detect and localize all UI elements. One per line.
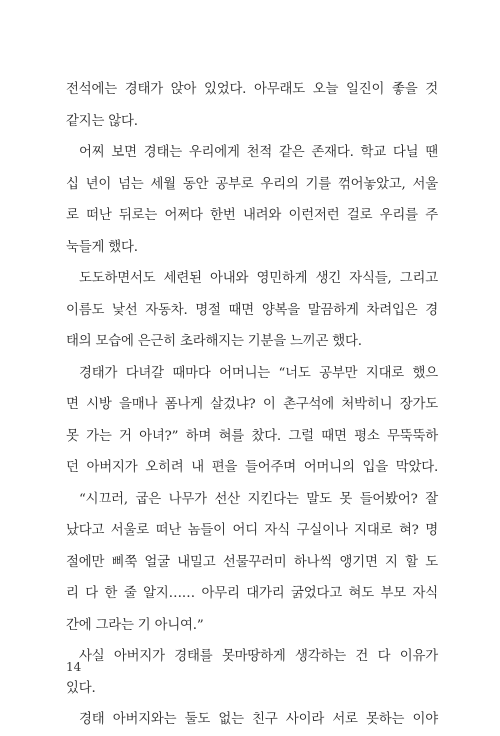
text-line: 있다. bbox=[66, 680, 96, 696]
text-line: 같지는 않다. bbox=[66, 113, 138, 129]
text-line: 전석에는 경태가 앉아 있었다. 아무래도 오늘 일진이 좋을 것 bbox=[66, 82, 438, 97]
text-line: 어찌 보면 경태는 우리에게 천적 같은 존재다. 학교 다닐 땐 bbox=[79, 145, 438, 160]
text-line: 로 떠난 뒤로는 어쩌다 한번 내려와 이런저런 걸로 우리를 주 bbox=[66, 208, 438, 223]
text-line: 십 년이 넘는 세월 동안 공부로 우리의 기를 꺾어놓았고, 서울 bbox=[66, 176, 438, 192]
text-line: 태의 모습에 은근히 초라해지는 기분을 느끼곤 했다. bbox=[66, 334, 362, 349]
text-line: “시끄러, 굽은 나무가 선산 지킨다는 말도 못 들어봤어? 잘 bbox=[79, 491, 438, 507]
body-text bbox=[66, 74, 438, 736]
text-line: 도도하면서도 세련된 아내와 영민하게 생긴 자식들, 그리고 bbox=[79, 271, 438, 286]
text-line: 눅들게 했다. bbox=[66, 239, 138, 255]
text-line: 간에 그라는 기 아니여.” bbox=[66, 617, 204, 633]
text-line: 났다고 서울로 떠난 놈들이 어디 자식 구실이나 지대로 혀? 명 bbox=[66, 523, 438, 538]
text-line: 던 아버지가 오히려 내 편을 들어주며 어머니의 입을 막았다. bbox=[66, 460, 438, 475]
text-line: 리 다 한 줄 알지…… 아무리 대가리 굵었다고 혀도 부모 자식 bbox=[66, 586, 438, 601]
text-line: 면 시방 을매나 폼나게 살겄냐? 이 촌구석에 처박히니 장가도 bbox=[66, 397, 438, 412]
page-number: 14 bbox=[66, 660, 82, 674]
text-line: 절에만 삐쭉 얼굴 내밀고 선물꾸러미 하나씩 앵기면 지 할 도 bbox=[66, 554, 438, 570]
text-line: 못 가는 거 아녀?” 하며 혀를 찼다. 그럴 때면 평소 무뚝뚝하 bbox=[66, 428, 438, 444]
text-line: 경태가 다녀갈 때마다 어머니는 “너도 공부만 지대로 했으 bbox=[79, 365, 438, 381]
text-line: 경태 아버지와는 둘도 없는 친구 사이라 서로 못하는 이야 bbox=[79, 712, 438, 727]
text-line: 이름도 낯선 자동차. 명절 때면 양복을 말끔하게 차려입은 경 bbox=[66, 302, 438, 318]
text-line: 사실 아버지가 경태를 못마땅하게 생각하는 건 다 이유가 bbox=[79, 649, 438, 664]
